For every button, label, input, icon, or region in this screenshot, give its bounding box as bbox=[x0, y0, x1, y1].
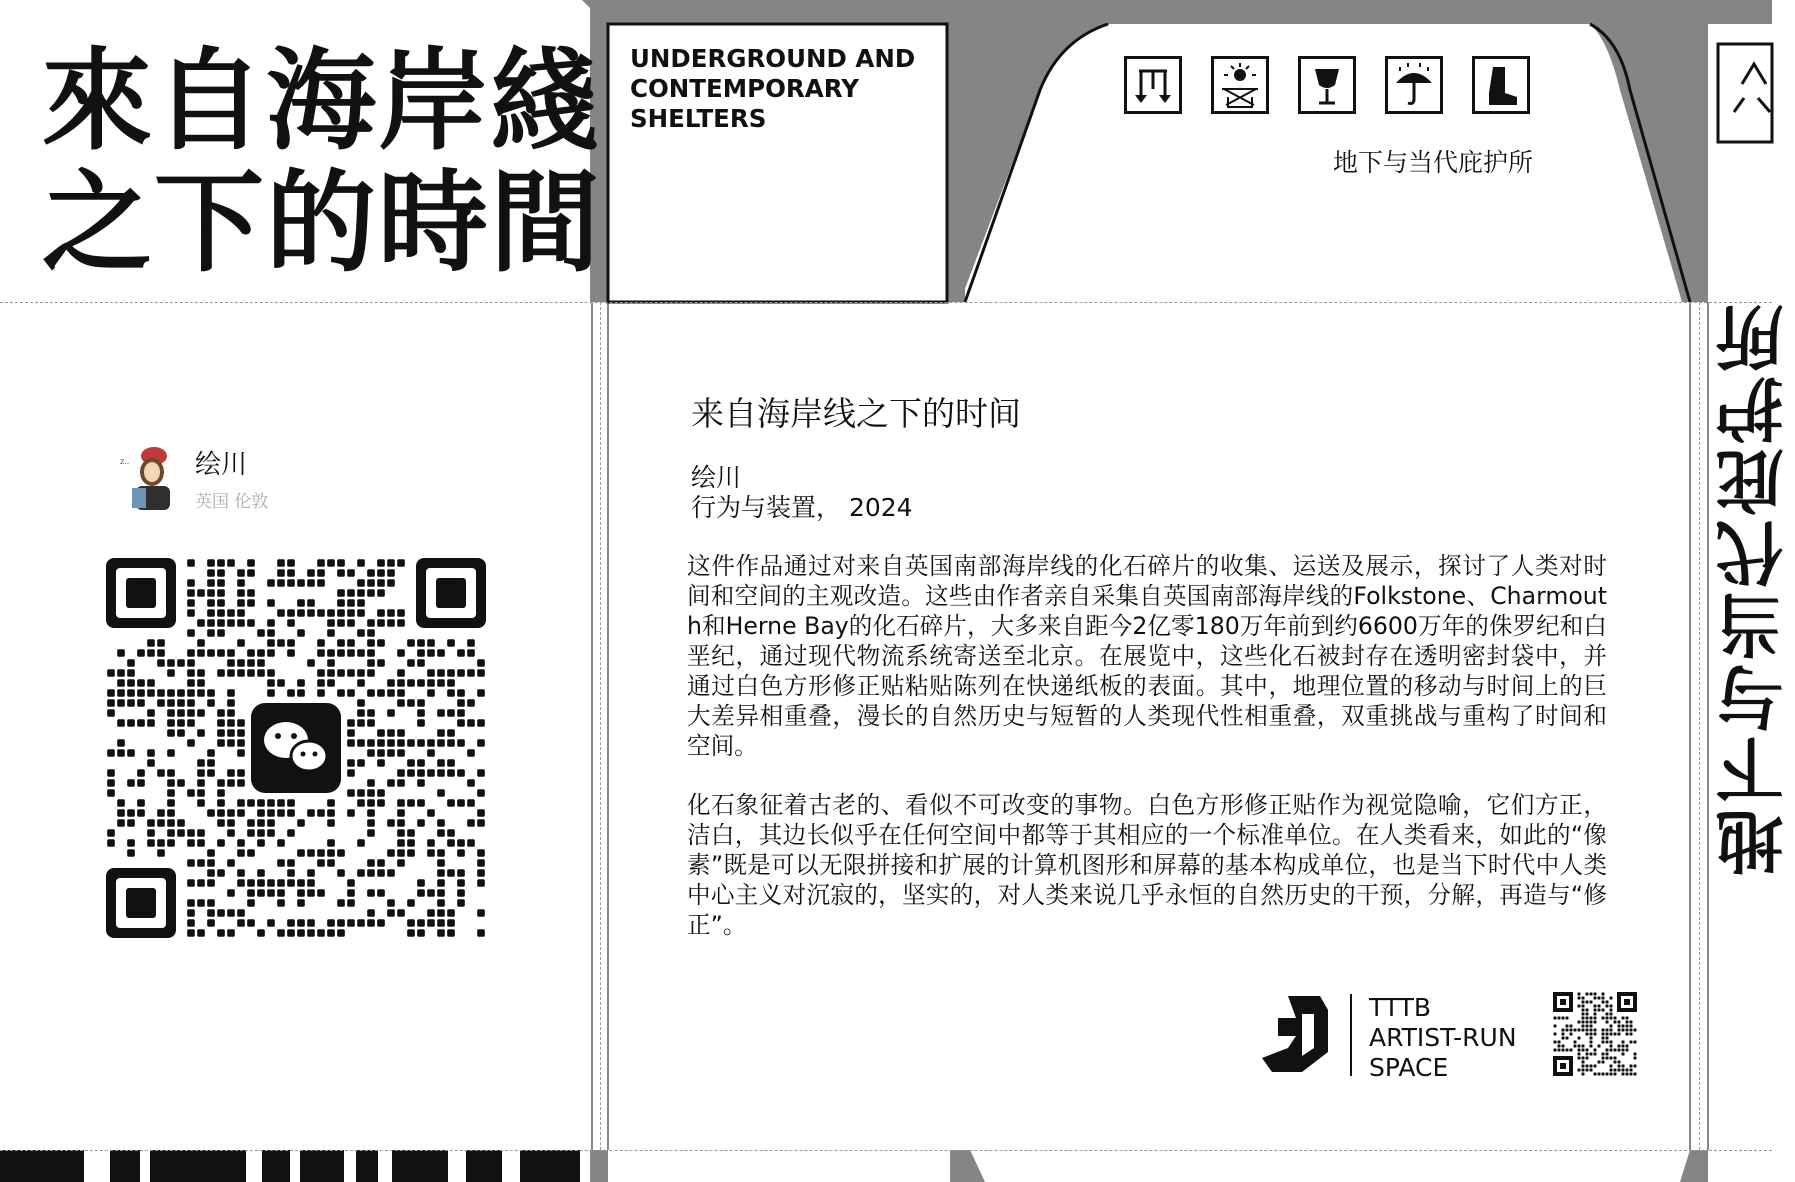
fold-bar-middle bbox=[947, 0, 965, 302]
work-medium-year: 行为与装置， 2024 bbox=[691, 493, 913, 522]
fragile-icon bbox=[1298, 56, 1356, 114]
fold-line-bottom bbox=[0, 1150, 1772, 1151]
poster-title-line1: 來自海岸綫 bbox=[42, 37, 602, 165]
tttb-line: TTTB bbox=[1369, 993, 1432, 1022]
english-title-line: SHELTERS bbox=[630, 104, 767, 133]
boot-icon bbox=[1472, 56, 1530, 114]
svg-text:z..: z.. bbox=[120, 457, 130, 466]
fold-line-top bbox=[0, 302, 1772, 303]
chinese-subtitle: 地下与当代庇护所 bbox=[1333, 148, 1534, 177]
english-title bbox=[630, 44, 930, 134]
work-artist: 绘川 bbox=[691, 463, 742, 492]
side-vertical-title: 地下与当代庇护所 bbox=[1716, 300, 1795, 876]
fold-line-right bbox=[1699, 302, 1700, 1150]
work-title: 来自海岸线之下的时间 bbox=[691, 394, 1021, 433]
tttb-text bbox=[1369, 993, 1517, 1083]
description-paragraph-1: 这件作品通过对来自英国南部海岸线的化石碎片的收集、运送及展示，探讨了人类对时间和空间的主观改造。这些由作者亲自采集自英国南部海岸线的Folkstone、Charmouth和Herne Bay的化石碎片，大多来自距今2亿零180万年前到约6600万年的侏罗纪和白垩纪，通过现代物流系统寄送至北京。在展览中，这些化石被封存在透明密封袋中，并通过白色方形修正贴粘贴陈列在快递纸板的表面。其中，地理位置的移动与时间上的巨大差异相重叠，漫长的自然历史与短暂的人类现代性相重叠，双重挑战与重构了时间和空间。 bbox=[687, 552, 1607, 760]
flap-right-shoulder bbox=[1590, 24, 1690, 302]
wechat-qr-code[interactable] bbox=[106, 558, 486, 938]
poster-title bbox=[42, 37, 602, 287]
description-paragraph-2: 化石象征着古老的、看似不可改变的事物。白色方形修正贴作为视觉隐喻，它们方正，洁白，其边长似乎在任何空间中都等于其相应的一个标准单位。在人类看来，如此的“像素”既是可以无限拼接和扩展的计算机图形和屏幕的基本构成单位，也是当下时代中人类中心主义对沉寂的，坚实的，对人类来说几乎永恒的自然历史的干预，分解，再造与“修正”。 bbox=[687, 791, 1607, 939]
avatar bbox=[118, 440, 180, 510]
english-title-line: UNDERGROUND AND bbox=[630, 44, 916, 73]
tttb-qr-code[interactable] bbox=[1553, 992, 1637, 1076]
fold-line-left bbox=[600, 302, 601, 1150]
fold-bar-right bbox=[1690, 0, 1708, 302]
tttb-line: ARTIST-RUN bbox=[1369, 1023, 1517, 1052]
logo-divider bbox=[1350, 994, 1352, 1076]
keep-upright-icon bbox=[1124, 56, 1182, 114]
keep-dry-icon bbox=[1385, 56, 1443, 114]
tttb-line: SPACE bbox=[1369, 1053, 1449, 1082]
poster-title-line2: 之下的時間 bbox=[42, 159, 602, 287]
profile-name: 绘川 bbox=[195, 450, 248, 480]
profile-location: 英国 伦敦 bbox=[195, 492, 269, 512]
bottom-qr-strip bbox=[0, 1150, 580, 1182]
flap-left-shoulder bbox=[960, 24, 1110, 302]
tttb-logo-icon bbox=[1258, 992, 1340, 1076]
english-title-line: CONTEMPORARY bbox=[630, 74, 860, 103]
keep-away-from-sun-icon bbox=[1211, 56, 1269, 114]
